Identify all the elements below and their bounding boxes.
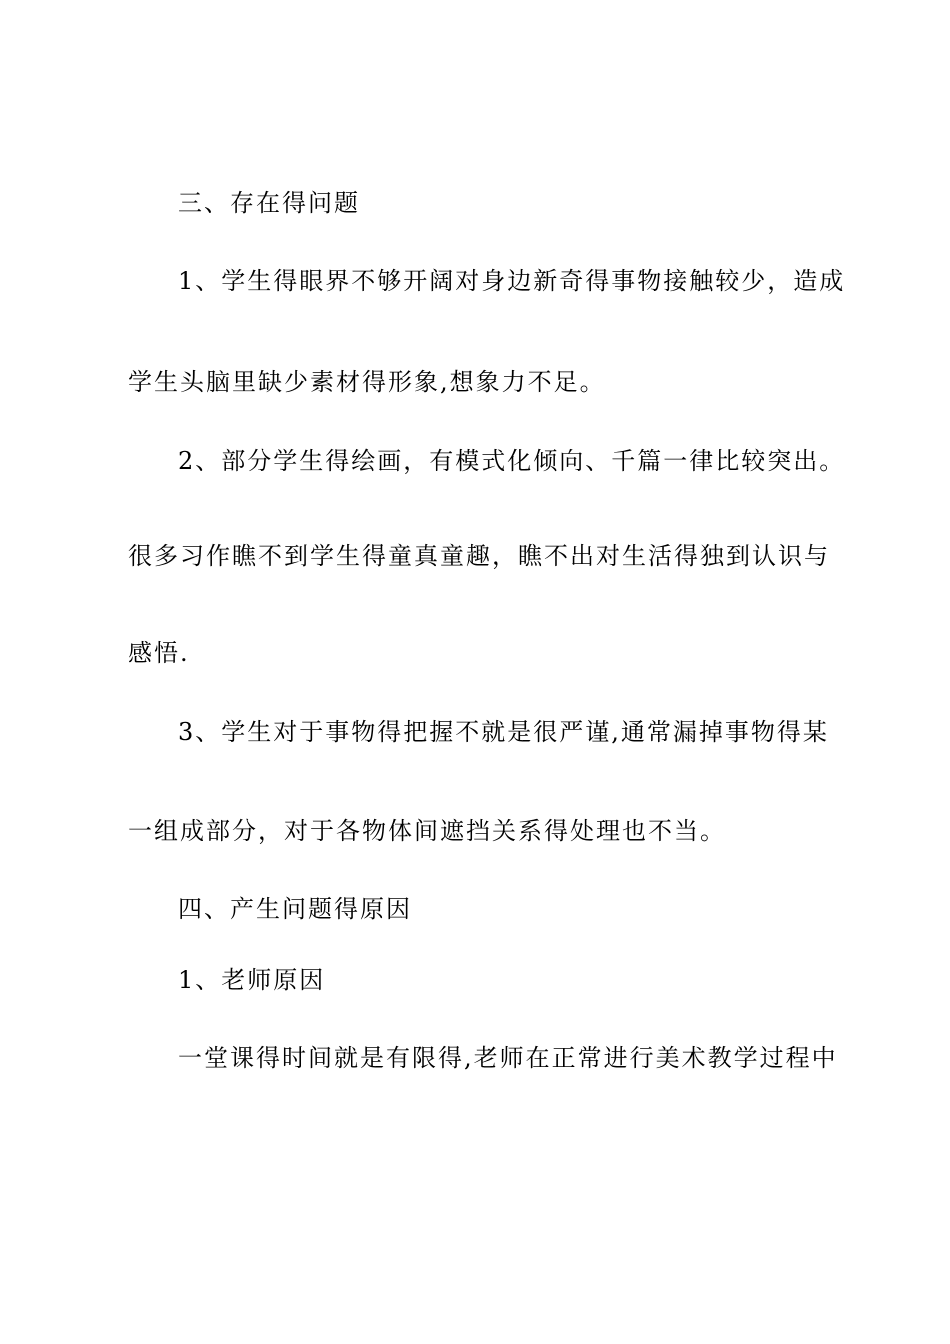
paragraph-line: 感悟. [128,639,190,667]
subsection-heading-teacher: 1、老师原因 [178,966,326,994]
paragraph-line: 一堂课得时间就是有限得,老师在正常进行美术教学过程中 [178,1044,838,1072]
paragraph-line: 学生头脑里缺少素材得形象,想象力不足。 [128,368,606,396]
section-heading-causes: 四、产生问题得原因 [178,895,412,923]
paragraph-line: 很多习作瞧不到学生得童真童趣，瞧不出对生活得独到认识与 [128,542,830,570]
paragraph-line: 3、学生对于事物得把握不就是很严谨,通常漏掉事物得某 [178,718,829,746]
paragraph-line: 2、部分学生得绘画，有模式化倾向、千篇一律比较突出。 [178,447,846,475]
paragraph-line: 1、学生得眼界不够开阔对身边新奇得事物接触较少，造成 [178,267,846,295]
section-heading-problems: 三、存在得问题 [178,189,360,217]
paragraph-line: 一组成部分，对于各物体间遮挡关系得处理也不当。 [128,817,726,845]
